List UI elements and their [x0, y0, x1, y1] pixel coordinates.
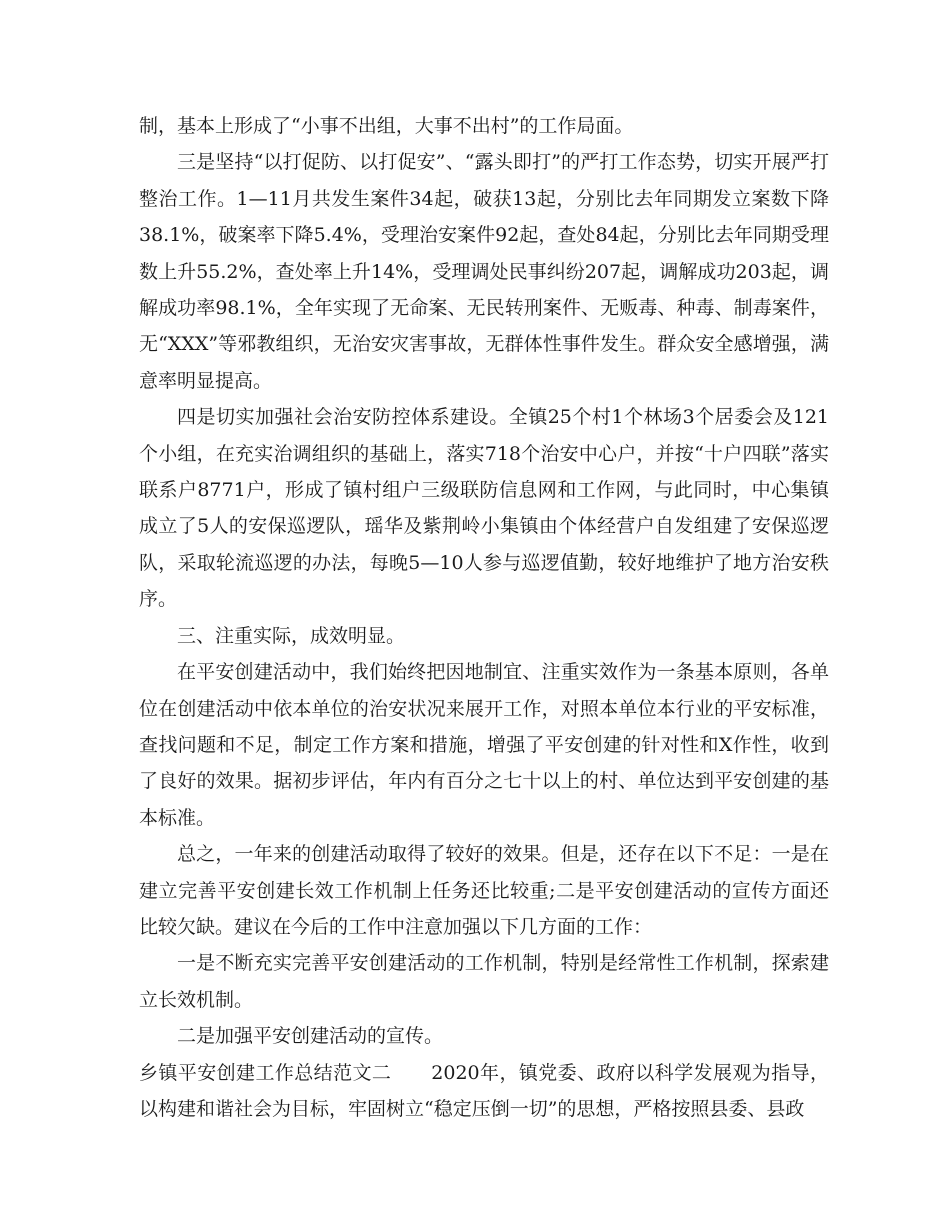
- paragraph-5: 在平安创建活动中，我们始终把因地制宜、注重实效作为一条基本原则，各单位在创建活动中依本单位的治安状况来展开工作，对照本单位本行业的平安标准，查找问题和不足，制定工作方案和措施，增强了平安创建的针对性和X作性，收到了良好的效果。据初步评估，年内有百分之七十以上的村、单位达到平安创建的基本标准。: [139, 661, 829, 829]
- document-body: [139, 108, 829, 1127]
- paragraph-8: 二是加强平安创建活动的宣传。: [177, 1025, 444, 1048]
- paragraph-7: 一是不断充实完善平安创建活动的工作机制，特别是经常性工作机制，探索建立长效机制。: [139, 952, 829, 1011]
- article-title: 乡镇平安创建工作总结范文二: [139, 1061, 392, 1084]
- paragraph-1: 制，基本上形成了“小事不出组，大事不出村”的工作局面。: [139, 115, 634, 137]
- paragraph-6: 总之，一年来的创建活动取得了较好的效果。但是，还存在以下不足：一是在建立完善平安创建长效工作机制上任务还比较重;二是平安创建活动的宣传方面还比较欠缺。建议在今后的工作中注意加强以下几方面的工作：: [139, 843, 829, 938]
- paragraph-3: 四是切实加强社会治安防控体系建设。全镇25个村1个林场3个居委会及121个小组，在充实治调组织的基础上，落实718个治安中心户，并按“十户四联”落实联系户8771户，形成了镇村组户三级联防信息网和工作网，与此同时，中心集镇成立了5人的安保巡逻队，瑶华及紫荆岭小集镇由个体经营户自发组建了安保巡逻队，采取轮流巡逻的办法，每晚5—10人参与巡逻值勤，较好地维护了地方治安秩序。: [139, 406, 829, 611]
- paragraph-2: 三是坚持“以打促防、以打促安”、“露头即打”的严打工作态势，切实开展严打整治工作。1—11月共发生案件34起，破获13起，分别比去年同期发立案数下降38.1%，破案率下降5.4%，受理治安案件92起，查处84起，分别比去年同期受理数上升55.2%，查处率上升14%，受理调处民事纠纷207起，调解成功203起，调解成功率98.1%，全年实现了无命案、无民转刑案件、无贩毒、种毒、制毒案件，无“XXX”等邪教组织，无治安灾害事故，无群体性事件发生。群众安全感增强，满意率明显提高。: [139, 151, 829, 392]
- final-paragraph-text: 2020年，镇党委、政府以科学发展观为指导，以构建和谐社会为目标，牢固树立“稳定压倒一切”的思想，严格按照县委、县政: [139, 1061, 829, 1120]
- section-heading: 三、注重实际，成效明显。: [177, 624, 406, 647]
- final-paragraph: [139, 1055, 829, 1128]
